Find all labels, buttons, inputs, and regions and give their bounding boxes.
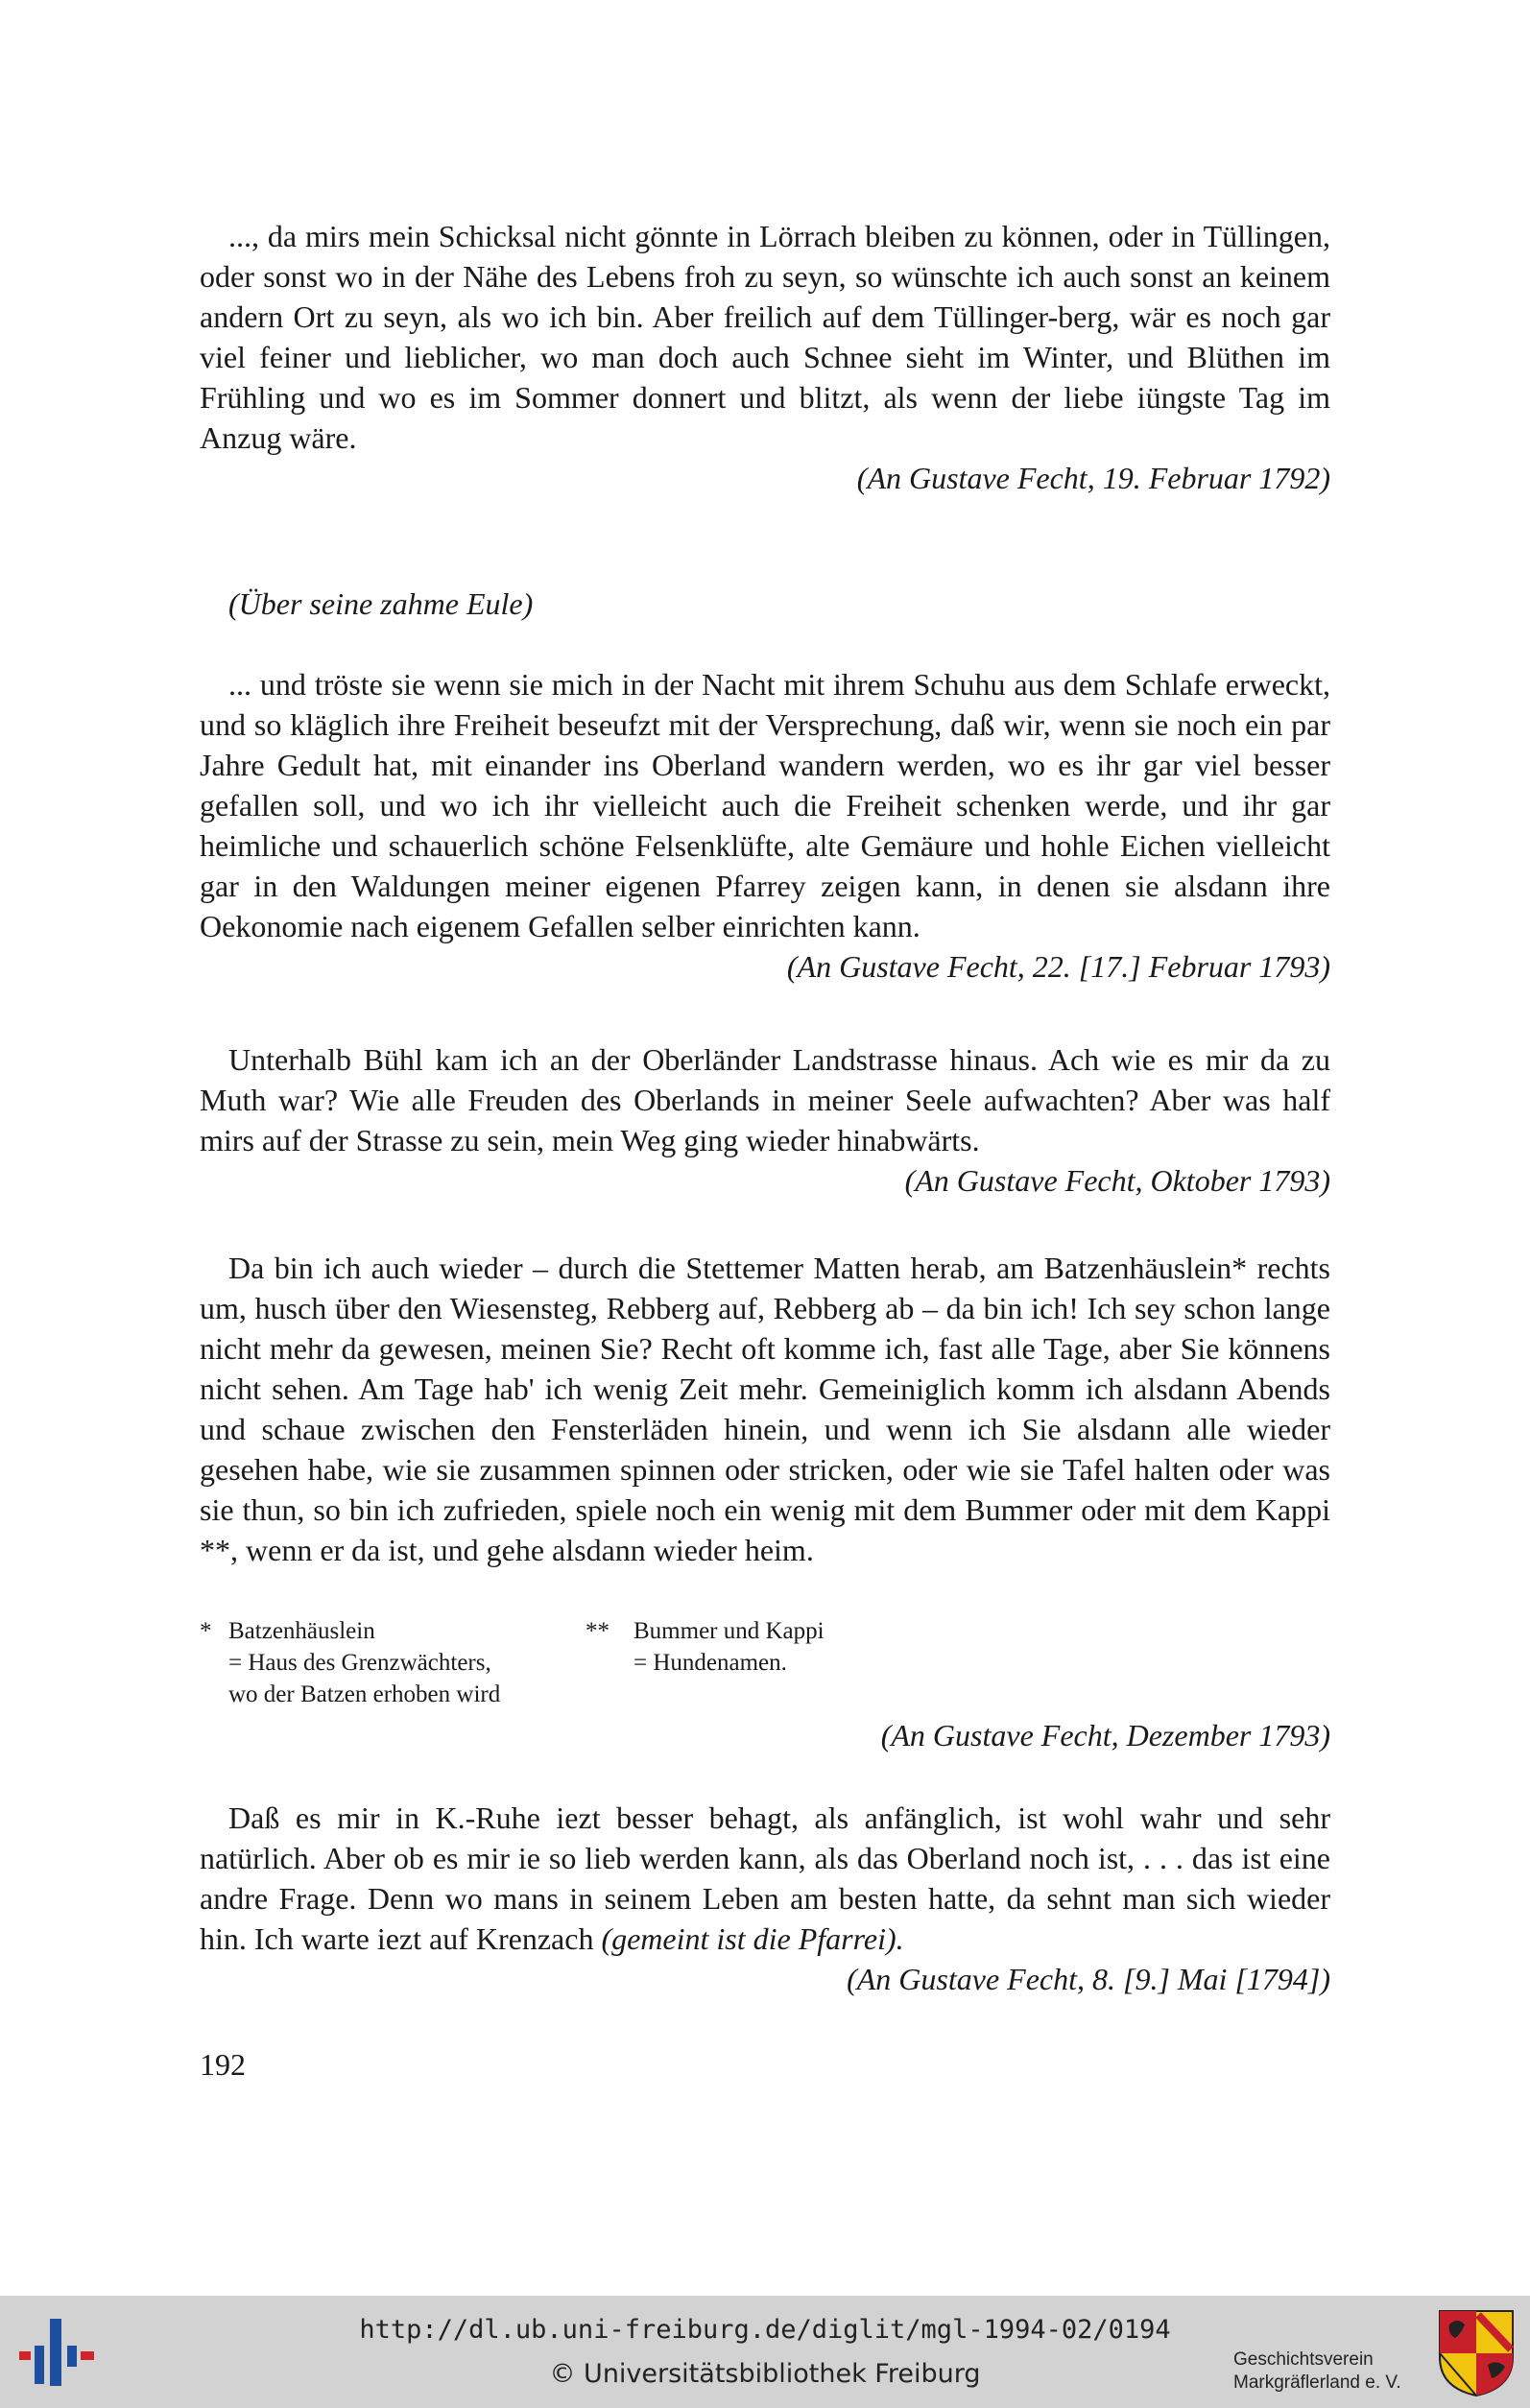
- citation-block-4: [200, 1715, 1330, 1755]
- paragraph-text: Unterhalb Bühl kam ich an der Oberländer Landstrasse hinaus. Ach wie es mir da zu Muth war? Wie alle Freuden des Oberlands in meiner Seele aufwachten? Aber was half mirs auf der Strasse zu sein, mein Weg ging wieder hinabwärts.: [200, 1042, 1330, 1157]
- copyright-text: © Universitätsbibliothek Freiburg: [549, 2359, 981, 2389]
- footnote-line: = Haus des Grenzwächters,: [228, 1650, 491, 1676]
- section-heading: (Über seine zahme Eule): [228, 586, 534, 621]
- paragraph-text: ..., da mirs mein Schicksal nicht gönnte in Lörrach bleiben zu können, oder in Tüllingen, oder sonst wo in der Nähe des Lebens froh zu seyn, so wünschte ich auch sonst an keinem andern Ort zu seyn, als wo ich bin. Aber freilich auf dem Tüllinger-berg, wär es noch gar viel feiner und lieblicher, wo man doch auch Schnee sieht im Winter, und Blüthen im Frühling und wo es im Sommer donnert und blitzt, als wenn der liebe iüngste Tag im Anzug wäre.: [200, 219, 1330, 455]
- footnote-term: Bummer und Kappi: [634, 1618, 825, 1644]
- editor-note: (gemeint ist die Pfarrei).: [601, 1921, 904, 1956]
- letter-excerpt-5: [200, 1798, 1330, 1999]
- footer-bar: [0, 2296, 1530, 2408]
- footnote-2: [586, 1615, 825, 1679]
- footnote-line: = Hundenamen.: [634, 1650, 787, 1676]
- source-citation: (An Gustave Fecht, 8. [9.] Mai [1794]): [847, 1962, 1330, 1996]
- paragraph-text: ... und tröste sie wenn sie mich in der Nacht mit ihrem Schuhu aus dem Schlafe erweckt, und so kläglich ihre Freiheit beseufzt mit der Versprechung, daß wir, wenn sie noch ein par Jahre Gedult hat, mit einander ins Oberland wandern werden, wo es ihr gar viel besser gefallen soll, und wo ich ihr vielleicht auch die Freiheit schenken werde, und ihr gar heimliche und schauerlich schöne Felsenklüfte, alte Gemäure und hohle Eichen vielleicht gar in den Waldungen meiner eigenen Pfarrey zeigen kann, in denen sie alsdann ihre Oekonomie nach eigenem Gefallen selber einrichten kann.: [200, 667, 1330, 943]
- paragraph-text: Daß es mir in K.-Ruhe iezt besser behagt, als anfänglich, ist wohl wahr und sehr natürlich. Aber ob es mir ie so lieb werden kann, als das Oberland noch ist, . . . das ist eine andre Frage. Denn wo mans in seinem Leben am besten hatte, da sehnt man sich wieder hin. Ich warte iezt auf Krenzach: [200, 1800, 1330, 1956]
- source-citation: (An Gustave Fecht, 22. [17.] Februar 1793): [786, 949, 1330, 984]
- source-citation: (An Gustave Fecht, Oktober 1793): [904, 1163, 1330, 1198]
- letter-excerpt-1: [200, 216, 1330, 498]
- coat-of-arms-icon[interactable]: [1436, 2307, 1517, 2397]
- letter-excerpt-3: [200, 1039, 1330, 1201]
- paragraph: [200, 664, 1330, 946]
- letter-excerpt-2: [200, 584, 1330, 987]
- document-url-link[interactable]: http://dl.ub.uni-freiburg.de/diglit/mgl-1994-02/0194: [359, 2315, 1171, 2345]
- society-name-line: Geschichtsverein: [1233, 2349, 1374, 2370]
- footnote-term: Batzenhäuslein: [228, 1618, 375, 1644]
- paragraph: [200, 216, 1330, 458]
- paragraph: [200, 1798, 1330, 1959]
- source-citation: (An Gustave Fecht, 19. Februar 1792): [856, 461, 1330, 495]
- footnote-1: [200, 1615, 500, 1710]
- paragraph: [200, 1039, 1330, 1160]
- page-number: 192: [200, 2047, 246, 2082]
- footnote-marker: **: [586, 1618, 610, 1644]
- society-name-line: Markgräflerland e. V.: [1233, 2372, 1401, 2393]
- footnote-marker: *: [200, 1618, 212, 1644]
- paragraph: [200, 1248, 1330, 1570]
- society-name: [1233, 2348, 1401, 2395]
- paragraph-text: Da bin ich auch wieder – durch die Stettemer Matten herab, am Batzenhäuslein* rechts um, husch über den Wiesensteg, Rebberg auf, Rebberg ab – da bin ich! Ich sey schon lange nicht mehr da gewesen, meinen Sie? Recht oft komme ich, fast alle Tage, aber Sie könnens nicht sehen. Am Tage hab' ich wenig Zeit mehr. Gemeiniglich komm ich alsdann Abends und schaue zwischen den Fensterläden hinein, und wenn ich Sie alsdann alle wieder gesehen habe, wie sie zusammen spinnen oder stricken, oder wie sie Tafel halten oder was sie thun, so bin ich zufrieden, spiele noch ein wenig mit dem Bummer oder mit dem Kappi **, wenn er da ist, und gehe alsdann wieder heim.: [200, 1251, 1330, 1567]
- footnote-line: wo der Batzen erhoben wird: [228, 1681, 501, 1707]
- letter-excerpt-4: [200, 1248, 1330, 1570]
- source-citation: (An Gustave Fecht, Dezember 1793): [880, 1718, 1330, 1752]
